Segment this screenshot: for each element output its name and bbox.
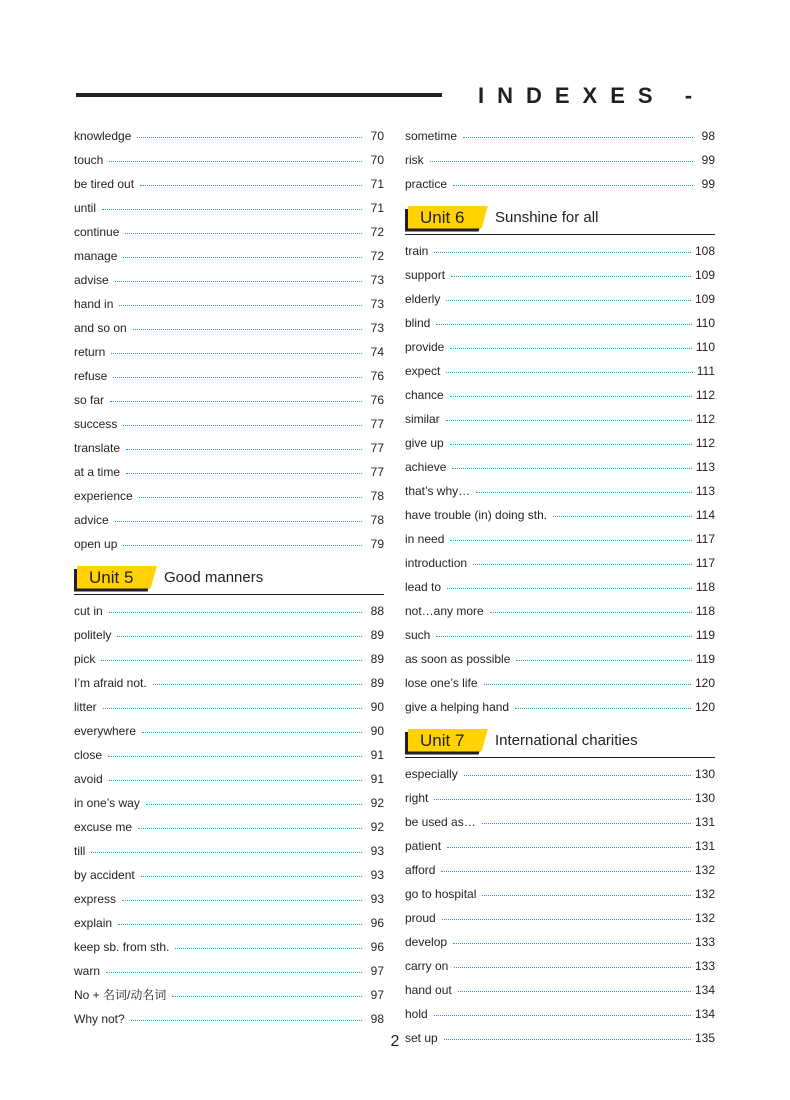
entry-word: everywhere: [74, 724, 137, 738]
entry-word: manage: [74, 249, 118, 263]
index-entry: [405, 359, 715, 383]
dot-leader: [117, 636, 362, 637]
entry-word: elderly: [405, 292, 441, 306]
index-column-right: [405, 124, 715, 1050]
dot-leader: [106, 972, 362, 973]
dot-leader: [464, 775, 691, 776]
index-entry: [405, 599, 715, 623]
index-entry: [405, 551, 715, 575]
index-entry: [74, 839, 384, 863]
entry-word: patient: [405, 839, 442, 853]
entry-word: continue: [74, 225, 120, 239]
entry-page: 72: [370, 225, 384, 239]
entry-page: 135: [694, 1031, 715, 1045]
index-entry: [74, 1007, 384, 1031]
entry-page: 133: [694, 959, 715, 973]
dot-leader: [436, 636, 692, 637]
dot-leader: [126, 449, 362, 450]
entry-word: in need: [405, 532, 445, 546]
entry-page: 96: [370, 940, 384, 954]
index-entry: [74, 815, 384, 839]
dot-leader: [458, 991, 691, 992]
unit-heading: [74, 560, 384, 595]
dot-leader: [446, 372, 692, 373]
entry-word: practice: [405, 177, 448, 191]
index-entry: [74, 316, 384, 340]
entry-page: 89: [370, 676, 384, 690]
entry-page: 119: [695, 652, 715, 666]
entry-page: 70: [370, 153, 384, 167]
entry-page: 93: [370, 844, 384, 858]
entry-word: Why not?: [74, 1012, 125, 1026]
index-entry: [74, 172, 384, 196]
entry-page: 71: [370, 177, 384, 191]
entry-word: hand out: [405, 983, 452, 997]
dot-leader: [454, 967, 691, 968]
entry-page: 118: [695, 580, 715, 594]
dot-leader: [515, 708, 691, 709]
index-entry: [74, 124, 384, 148]
entry-page: 117: [695, 556, 715, 570]
entry-page: 78: [370, 489, 384, 503]
index-entry: [74, 220, 384, 244]
header-rule: [76, 93, 442, 97]
entry-word: risk: [405, 153, 424, 167]
dot-leader: [482, 823, 691, 824]
index-entry: [405, 287, 715, 311]
dot-leader: [123, 545, 362, 546]
entry-page: 97: [370, 988, 384, 1002]
entry-word: right: [405, 791, 429, 805]
index-entry: [405, 810, 715, 834]
index-entry: [74, 508, 384, 532]
unit-tab: [405, 729, 491, 753]
unit-title: International charities: [495, 731, 638, 749]
entry-page: 132: [694, 863, 715, 877]
index-entry: [405, 954, 715, 978]
entry-page: 90: [370, 724, 384, 738]
dot-leader: [139, 497, 362, 498]
entry-page: 90: [370, 700, 384, 714]
entry-page: 133: [694, 935, 715, 949]
index-entry: [74, 244, 384, 268]
dot-leader: [175, 948, 362, 949]
dot-leader: [123, 425, 362, 426]
entry-page: 77: [370, 441, 384, 455]
entry-page: 119: [695, 628, 715, 642]
index-entry: [405, 479, 715, 503]
dot-leader: [450, 444, 692, 445]
entry-word: set up: [405, 1031, 438, 1045]
entry-word: keep sb. from sth.: [74, 940, 170, 954]
index-entry: [74, 532, 384, 556]
dot-leader: [451, 276, 691, 277]
index-entry: [74, 436, 384, 460]
entry-word: touch: [74, 153, 104, 167]
entry-page: 114: [695, 508, 715, 522]
index-entry: [74, 671, 384, 695]
dot-leader: [450, 348, 692, 349]
entry-word: especially: [405, 767, 458, 781]
entry-page: 110: [695, 316, 715, 330]
entry-page: 93: [370, 868, 384, 882]
entry-page: 76: [370, 393, 384, 407]
page-title: INDEXES -: [478, 83, 706, 108]
index-entry: [74, 268, 384, 292]
entry-page: 88: [370, 604, 384, 618]
entry-page: 130: [694, 791, 715, 805]
unit-heading: [405, 200, 715, 235]
dot-leader: [476, 492, 692, 493]
entry-word: develop: [405, 935, 448, 949]
unit-title: Good manners: [164, 568, 264, 586]
dot-leader: [482, 895, 691, 896]
entry-word: politely: [74, 628, 112, 642]
entry-page: 118: [695, 604, 715, 618]
entry-word: advise: [74, 273, 109, 287]
entry-word: advice: [74, 513, 109, 527]
entry-page: 76: [370, 369, 384, 383]
dot-leader: [172, 996, 362, 997]
entry-word: success: [74, 417, 118, 431]
index-entry: [74, 364, 384, 388]
entry-word: close: [74, 748, 103, 762]
entry-word: lead to: [405, 580, 442, 594]
entry-word: provide: [405, 340, 445, 354]
index-entry: [405, 906, 715, 930]
index-entry: [74, 148, 384, 172]
dot-leader: [101, 660, 362, 661]
entry-word: refuse: [74, 369, 108, 383]
dot-leader: [133, 329, 362, 330]
entry-word: open up: [74, 537, 118, 551]
dot-leader: [447, 588, 692, 589]
index-entry: [405, 762, 715, 786]
index-entry: [405, 623, 715, 647]
entry-page: 93: [370, 892, 384, 906]
dot-leader: [447, 847, 691, 848]
index-entry: [74, 887, 384, 911]
dot-leader: [146, 804, 362, 805]
entry-word: blind: [405, 316, 431, 330]
unit-label: Unit 7: [420, 730, 465, 750]
entry-word: hand in: [74, 297, 114, 311]
dot-leader: [453, 185, 693, 186]
dot-leader: [441, 871, 691, 872]
index-entry: [405, 455, 715, 479]
dot-leader: [434, 799, 691, 800]
entry-word: be tired out: [74, 177, 135, 191]
entry-word: cut in: [74, 604, 103, 618]
entry-word: sometime: [405, 129, 458, 143]
entry-page: 134: [694, 983, 715, 997]
entry-page: 131: [694, 815, 715, 829]
dot-leader: [131, 1020, 362, 1021]
dot-leader: [138, 828, 362, 829]
entry-page: 73: [370, 273, 384, 287]
entry-page: 98: [701, 129, 715, 143]
entry-word: carry on: [405, 959, 449, 973]
index-entry: [74, 743, 384, 767]
entry-page: 91: [370, 748, 384, 762]
entry-word: excuse me: [74, 820, 133, 834]
entry-word: by accident: [74, 868, 135, 882]
unit-tab: [405, 206, 491, 230]
dot-leader: [109, 161, 362, 162]
index-entry: [405, 263, 715, 287]
entry-page: 120: [694, 676, 715, 690]
dot-leader: [113, 377, 362, 378]
entry-page: 72: [370, 249, 384, 263]
entry-page: 77: [370, 417, 384, 431]
entry-page: 78: [370, 513, 384, 527]
index-entry: [405, 1002, 715, 1026]
dot-leader: [126, 473, 362, 474]
entry-word: translate: [74, 441, 121, 455]
index-entry: [74, 791, 384, 815]
entry-page: 112: [695, 388, 715, 402]
index-entry: [405, 834, 715, 858]
entry-page: 73: [370, 321, 384, 335]
index-entry: [405, 124, 715, 148]
index-entry: [74, 767, 384, 791]
page-number: 2: [390, 1033, 400, 1050]
index-entry: [74, 911, 384, 935]
dot-leader: [119, 305, 362, 306]
dot-leader: [473, 564, 692, 565]
entry-word: express: [74, 892, 117, 906]
entry-page: 92: [370, 820, 384, 834]
entry-word: knowledge: [74, 129, 132, 143]
dot-leader: [111, 353, 362, 354]
entry-page: 71: [370, 201, 384, 215]
entry-page: 112: [695, 436, 715, 450]
index-entry: [74, 412, 384, 436]
entry-word: hold: [405, 1007, 428, 1021]
dot-leader: [446, 420, 692, 421]
entry-page: 110: [695, 340, 715, 354]
dot-leader: [122, 900, 362, 901]
dot-leader: [115, 281, 362, 282]
entry-page: 134: [694, 1007, 715, 1021]
index-entry: [405, 239, 715, 263]
dot-leader: [118, 924, 362, 925]
dot-leader: [452, 468, 691, 469]
dot-leader: [141, 876, 362, 877]
entry-word: support: [405, 268, 446, 282]
dot-leader: [153, 684, 362, 685]
entry-word: No + 名词/动名词: [74, 988, 167, 1002]
index-entry: [405, 148, 715, 172]
index-entry: [405, 695, 715, 719]
index-entry: [405, 575, 715, 599]
entry-page: 92: [370, 796, 384, 810]
entry-word: similar: [405, 412, 440, 426]
dot-leader: [446, 300, 691, 301]
entry-word: be used as…: [405, 815, 476, 829]
dot-leader: [442, 919, 691, 920]
entry-word: pick: [74, 652, 96, 666]
entry-page: 73: [370, 297, 384, 311]
index-entry: [74, 484, 384, 508]
entry-word: not…any more: [405, 604, 484, 618]
index-entry: [405, 671, 715, 695]
entry-word: lose one’s life: [405, 676, 478, 690]
entry-word: at a time: [74, 465, 121, 479]
entry-word: and so on: [74, 321, 127, 335]
entry-page: 130: [694, 767, 715, 781]
entry-page: 109: [694, 292, 715, 306]
dot-leader: [450, 540, 691, 541]
dot-leader: [516, 660, 691, 661]
dot-leader: [450, 396, 692, 397]
entry-page: 113: [695, 484, 715, 498]
index-entry: [74, 623, 384, 647]
dot-leader: [553, 516, 692, 517]
index-entry: [405, 407, 715, 431]
entry-word: give up: [405, 436, 444, 450]
index-entry: [405, 431, 715, 455]
entry-page: 89: [370, 652, 384, 666]
dot-leader: [137, 137, 362, 138]
unit-tab: [74, 566, 160, 590]
index-entry: [74, 196, 384, 220]
entry-word: give a helping hand: [405, 700, 510, 714]
index-entry: [405, 930, 715, 954]
dot-leader: [430, 161, 693, 162]
dot-leader: [108, 756, 362, 757]
entry-word: warn: [74, 964, 101, 978]
dot-leader: [490, 612, 692, 613]
dot-leader: [453, 943, 691, 944]
dot-leader: [109, 612, 362, 613]
entry-word: such: [405, 628, 431, 642]
dot-leader: [484, 684, 691, 685]
index-entry: [74, 935, 384, 959]
entry-page: 89: [370, 628, 384, 642]
entry-word: explain: [74, 916, 113, 930]
index-entry: [74, 863, 384, 887]
entry-word: litter: [74, 700, 97, 714]
entry-page: 77: [370, 465, 384, 479]
entry-page: 99: [701, 177, 715, 191]
index-entry: [405, 858, 715, 882]
unit-label: Unit 6: [420, 207, 465, 227]
entry-word: proud: [405, 911, 436, 925]
index-entry: [405, 311, 715, 335]
index-entry: [74, 695, 384, 719]
entry-page: 132: [694, 887, 715, 901]
entry-page: 98: [370, 1012, 384, 1026]
entry-page: 112: [695, 412, 715, 426]
dot-leader: [102, 209, 362, 210]
index-entry: [74, 340, 384, 364]
entry-word: go to hospital: [405, 887, 477, 901]
entry-word: achieve: [405, 460, 447, 474]
dot-leader: [434, 1015, 691, 1016]
entry-word: avoid: [74, 772, 103, 786]
dot-leader: [103, 708, 362, 709]
entry-page: 99: [701, 153, 715, 167]
dot-leader: [142, 732, 362, 733]
entry-word: so far: [74, 393, 105, 407]
index-entry: [405, 978, 715, 1002]
index-entry: [74, 719, 384, 743]
dot-leader: [125, 233, 362, 234]
entry-word: have trouble (in) doing sth.: [405, 508, 548, 522]
entry-word: as soon as possible: [405, 652, 511, 666]
index-entry: [405, 172, 715, 196]
entry-word: in one’s way: [74, 796, 140, 810]
index-entry: [405, 786, 715, 810]
entry-word: train: [405, 244, 429, 258]
index-entry: [74, 647, 384, 671]
index-entry: [74, 388, 384, 412]
entry-page: 97: [370, 964, 384, 978]
entry-word: expect: [405, 364, 441, 378]
dot-leader: [434, 252, 691, 253]
entry-page: 91: [370, 772, 384, 786]
entry-page: 113: [695, 460, 715, 474]
entry-page: 74: [370, 345, 384, 359]
dot-leader: [436, 324, 692, 325]
entry-page: 108: [694, 244, 715, 258]
index-entry: [405, 335, 715, 359]
index-entry: [405, 503, 715, 527]
unit-heading: [405, 723, 715, 758]
entry-page: 96: [370, 916, 384, 930]
index-entry: [74, 460, 384, 484]
entry-word: afford: [405, 863, 436, 877]
entry-page: 111: [696, 364, 715, 378]
index-entry: [74, 983, 384, 1007]
dot-leader: [91, 852, 362, 853]
entry-page: 120: [694, 700, 715, 714]
entry-word: that’s why…: [405, 484, 471, 498]
entry-page: 109: [694, 268, 715, 282]
entry-word: return: [74, 345, 106, 359]
index-entry: [405, 882, 715, 906]
unit-label: Unit 5: [89, 567, 134, 587]
index-entry: [405, 647, 715, 671]
dot-leader: [140, 185, 362, 186]
entry-page: 79: [370, 537, 384, 551]
index-entry: [74, 599, 384, 623]
entry-word: until: [74, 201, 97, 215]
entry-word: I’m afraid not.: [74, 676, 147, 690]
dot-leader: [463, 137, 693, 138]
index-entry: [405, 383, 715, 407]
entry-word: chance: [405, 388, 444, 402]
entry-page: 132: [694, 911, 715, 925]
entry-page: 70: [370, 129, 384, 143]
unit-title: Sunshine for all: [495, 208, 599, 226]
entry-page: 131: [694, 839, 715, 853]
dot-leader: [109, 780, 362, 781]
index-entry: [74, 292, 384, 316]
dot-leader: [123, 257, 362, 258]
entry-page: 117: [695, 532, 715, 546]
dot-leader: [110, 401, 362, 402]
index-column-left: [74, 124, 384, 1031]
index-entry: [74, 959, 384, 983]
dot-leader: [115, 521, 362, 522]
index-entry: [405, 527, 715, 551]
entry-word: introduction: [405, 556, 468, 570]
entry-word: till: [74, 844, 86, 858]
entry-word: experience: [74, 489, 133, 503]
